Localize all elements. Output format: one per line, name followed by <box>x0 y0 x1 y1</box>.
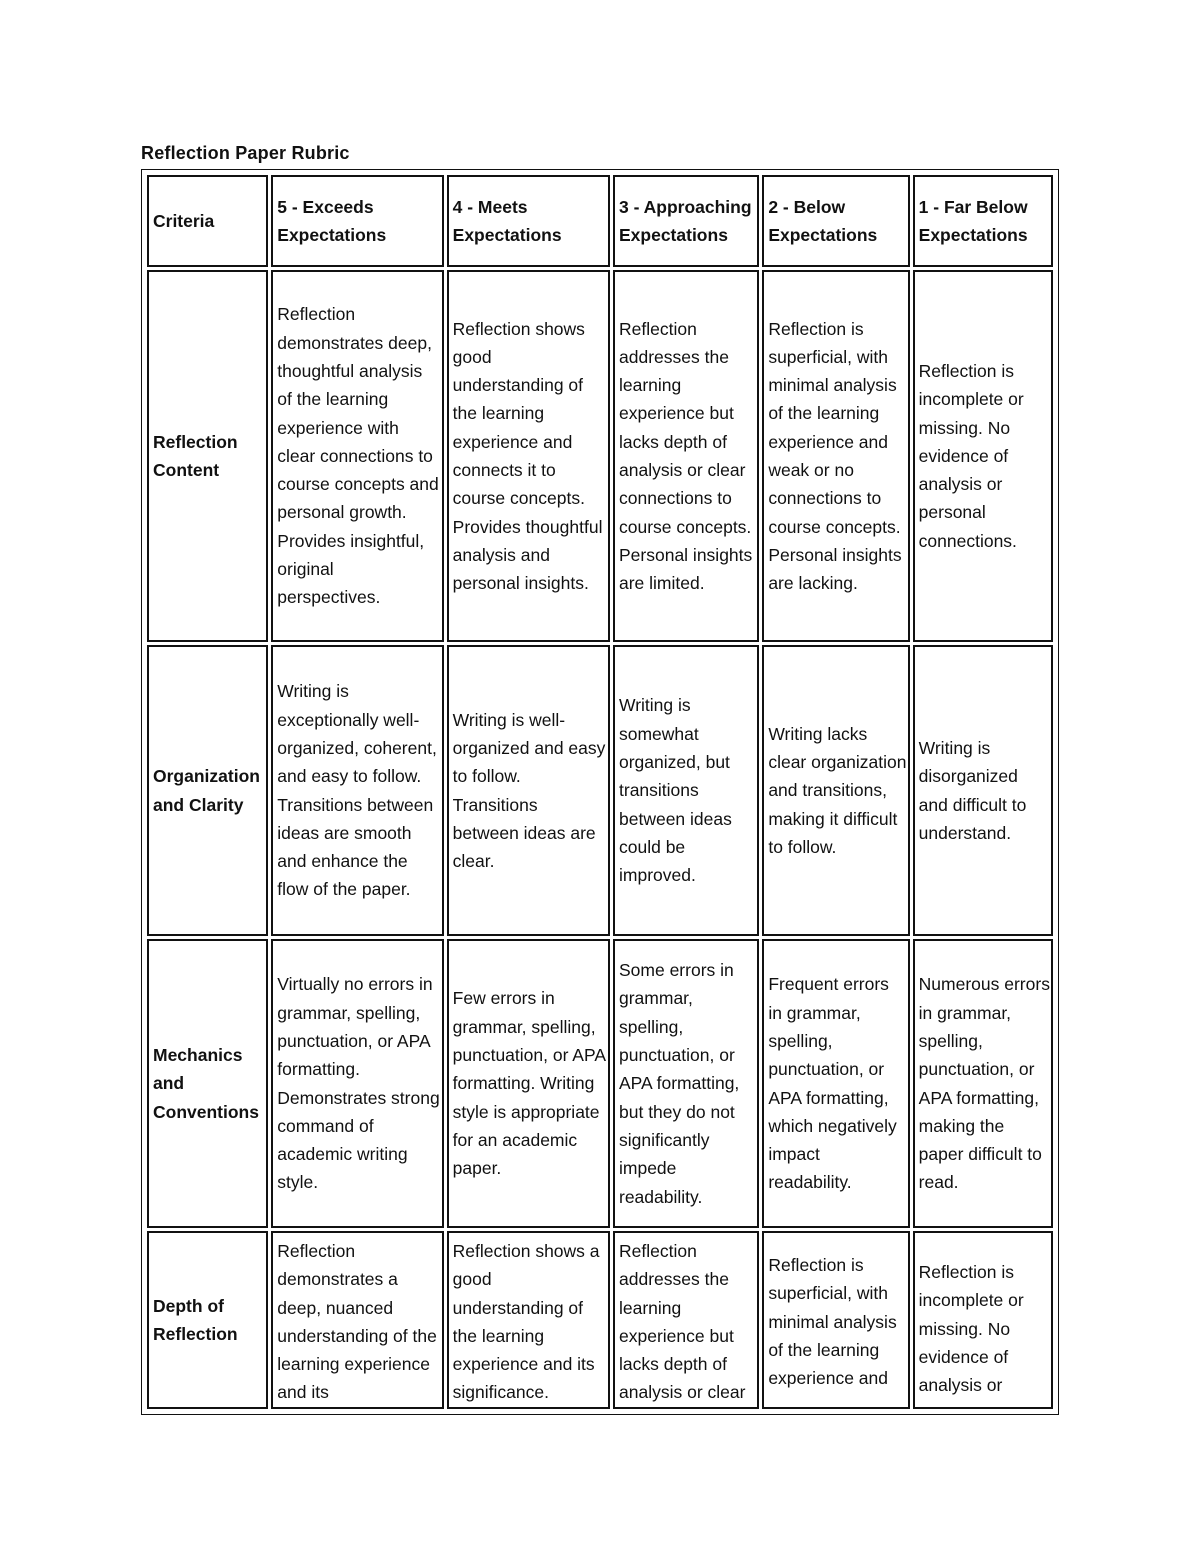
table-row <box>147 1231 1053 1409</box>
criterion-cell: Organization and Clarity <box>147 645 268 936</box>
cell-text: Reflection is incomplete or missing. No evidence of analysis or <box>918 1262 1024 1396</box>
table-row <box>147 270 1053 642</box>
cell-text: Reflection shows a good understanding of the learning experience and its significance. <box>452 1241 600 1403</box>
table-cell: Some errors in grammar, spelling, punctuation, or APA formatting, but they do not significantly impede readability. <box>613 939 759 1228</box>
table-cell <box>762 1231 909 1409</box>
table-cell: Writing is well-organized and easy to follow. Transitions between ideas are clear. <box>447 645 610 936</box>
table-cell: Reflection addresses the learning experience but lacks depth of analysis or clear connections to course concepts. Personal insights are limited. <box>613 270 759 642</box>
table-cell <box>613 1231 759 1409</box>
cell-text: Reflection is superficial, with minimal analysis of the learning experience and <box>768 1255 897 1389</box>
header-meets: 4 - Meets Expectations <box>447 175 610 267</box>
table-cell: Reflection shows good understanding of the learning experience and connects it to course concepts. Provides thoughtful analysis and personal insights. <box>447 270 610 642</box>
criterion-cell: Mechanics and Conventions <box>147 939 268 1228</box>
table-cell <box>913 1231 1053 1409</box>
header-approaching: 3 - Approaching Expectations <box>613 175 759 267</box>
cell-text: Reflection demonstrates a deep, nuanced understanding of the learning experience and its <box>277 1241 437 1403</box>
table-cell: Few errors in grammar, spelling, punctuation, or APA formatting. Writing style is appropriate for an academic paper. <box>447 939 610 1228</box>
table-row <box>147 939 1053 1228</box>
rubric-table-frame <box>141 169 1059 1415</box>
table-cell: Reflection is incomplete or missing. No evidence of analysis or personal connections. <box>913 270 1053 642</box>
table-cell <box>447 1231 610 1409</box>
header-exceeds: 5 - Exceeds Expectations <box>271 175 443 267</box>
rubric-table <box>144 172 1056 1412</box>
header-criteria: Criteria <box>147 175 268 267</box>
table-cell: Writing lacks clear organization and transitions, making it difficult to follow. <box>762 645 909 936</box>
table-cell: Virtually no errors in grammar, spelling, punctuation, or APA formatting. Demonstrates strong command of academic writing style. <box>271 939 443 1228</box>
table-cell: Reflection demonstrates deep, thoughtful analysis of the learning experience with clear connections to course concepts and personal growth. Provides insightful, original perspectives. <box>271 270 443 642</box>
header-far-below: 1 - Far Below Expectations <box>913 175 1053 267</box>
table-cell: Writing is exceptionally well-organized, coherent, and easy to follow. Transitions between ideas are smooth and enhance the flow of the paper. <box>271 645 443 936</box>
table-cell: Writing is somewhat organized, but transitions between ideas could be improved. <box>613 645 759 936</box>
table-cell: Writing is disorganized and difficult to understand. <box>913 645 1053 936</box>
header-below: 2 - Below Expectations <box>762 175 909 267</box>
criterion-cell: Reflection Content <box>147 270 268 642</box>
header-row <box>147 175 1053 267</box>
criterion-cell: Depth of Reflection <box>147 1231 268 1409</box>
page-title: Reflection Paper Rubric <box>141 143 350 163</box>
table-cell <box>271 1231 443 1409</box>
table-cell: Reflection is superficial, with minimal analysis of the learning experience and weak or no connections to course concepts. Personal insights are lacking. <box>762 270 909 642</box>
cell-text: Reflection addresses the learning experience but lacks depth of analysis or clear <box>619 1241 746 1403</box>
table-cell: Numerous errors in grammar, spelling, punctuation, or APA formatting, making the paper difficult to read. <box>913 939 1053 1228</box>
table-row <box>147 645 1053 936</box>
table-cell: Frequent errors in grammar, spelling, punctuation, or APA formatting, which negatively impact readability. <box>762 939 909 1228</box>
